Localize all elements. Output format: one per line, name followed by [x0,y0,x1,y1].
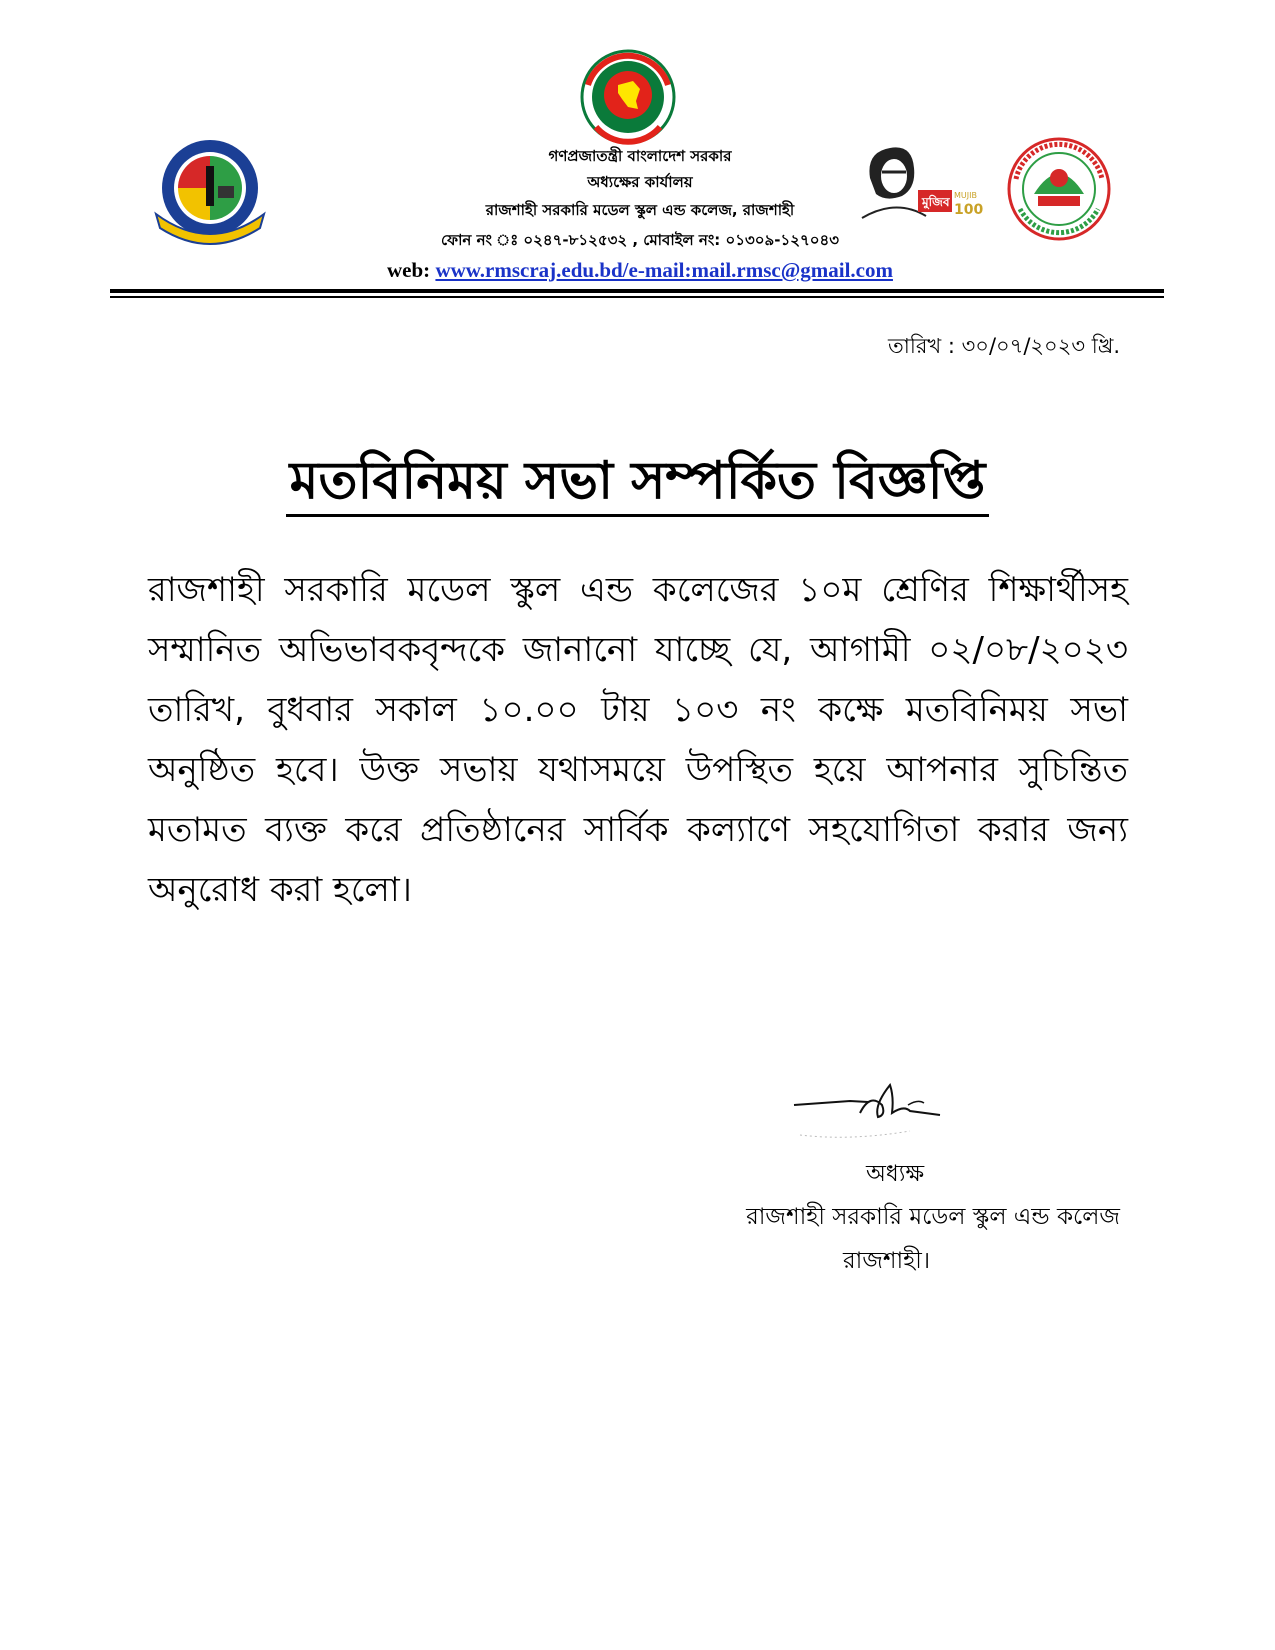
header-divider-thin [110,296,1164,298]
web-email-line [300,256,980,284]
signatory-city: রাজশাহী। [843,1248,931,1274]
header-divider-thick [110,289,1164,293]
svg-text:মুজিব: মুজিব [922,195,950,209]
svg-text:100: 100 [954,202,984,218]
website-email-link[interactable]: www.rmscraj.edu.bd/e-mail:mail.rmsc@gmail.com [435,258,893,282]
notice-title-wrapper [0,448,1275,517]
government-name: গণপ্রজাতন্ত্রী বাংলাদেশ সরকার [548,147,732,165]
school-crest-logo [148,136,272,246]
education-campaign-logo [1004,134,1114,244]
notice-body: রাজশাহী সরকারি মডেল স্কুল এন্ড কলেজের ১০ম শ্রেণির শিক্ষার্থীসহ সম্মানিত অভিভাবকবৃন্দকে জানানো যাচ্ছে যে, আগামী ০২/০৮/২০২৩ তারিখ, বুধবার সকাল ১০.০০ টায় ১০৩ নং কক্ষে মতবিনিময় সভা অনুষ্ঠিত হবে। উক্ত সভায় যথাসময়ে উপস্থিত হয়ে আপনার সুচিন্তিত মতামত ব্যক্ত করে প্রতিষ্ঠানের সার্বিক কল্যাণে সহযোগিতা করার জন্য অনুরোধ করা হলো। [148,570,1128,910]
office-name: অধ্যক্ষের কার্যালয় [587,173,693,191]
notice-date: তারিখ : ৩০/০৭/২০২৩ খ্রি. [888,334,1120,358]
government-seal-logo [578,45,678,155]
principal-signature [790,1075,980,1150]
school-name-address: রাজশাহী সরকারি মডেল স্কুল এন্ড কলেজ, রাজশাহী [485,201,795,219]
signatory-title: অধ্যক্ষ [866,1161,925,1187]
notice-title: মতবিনিময় সভা সম্পর্কিত বিজ্ঞপ্তি [286,448,990,517]
svg-text:MUJIB: MUJIB [954,191,977,200]
contact-phone: ফোন নং ঃ ০২৪৭-৮১২৫৩২ , মোবাইল নং: ০১৩০৯-১২৭০৪৩ [441,231,839,249]
signatory-institution: রাজশাহী সরকারি মডেল স্কুল এন্ড কলেজ [746,1204,1120,1230]
web-label: web: [387,258,431,282]
